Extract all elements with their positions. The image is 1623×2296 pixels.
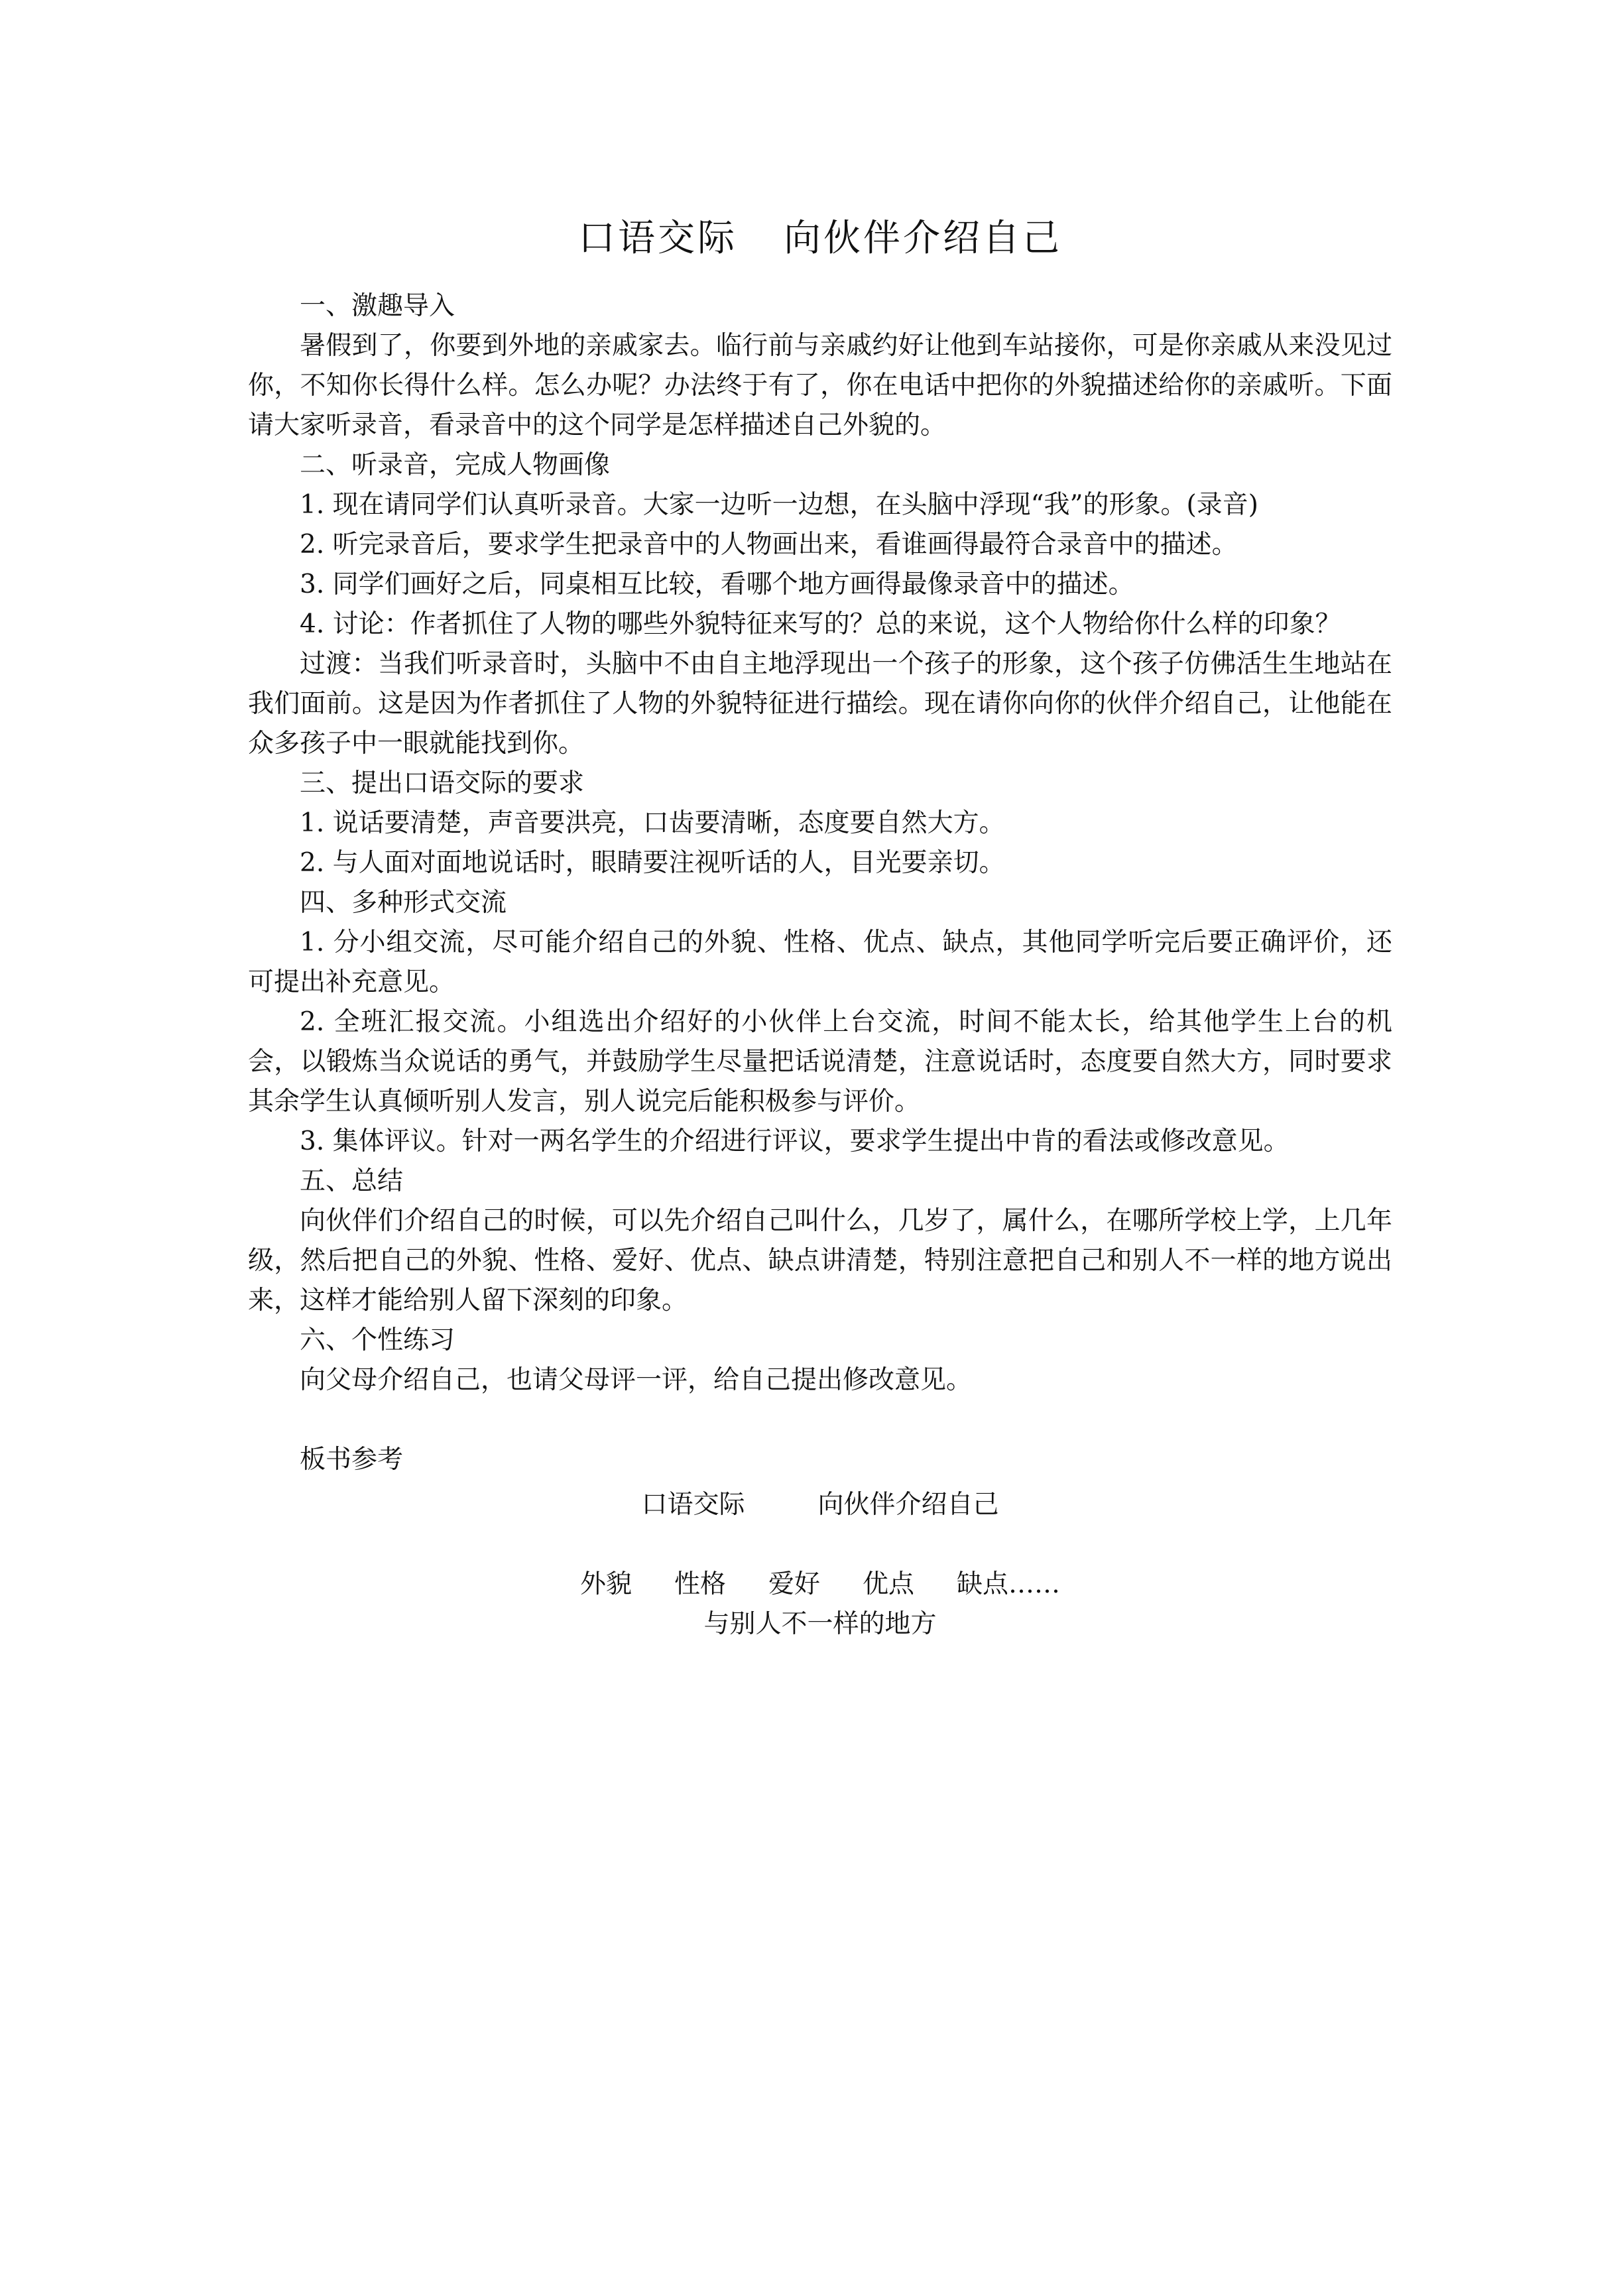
board-item: 爱好: [768, 1569, 820, 1599]
section-2-paragraph-1: 1. 现在请同学们认真听录音。大家一边听一边想，在头脑中浮现“我”的形象。(录音): [300, 490, 1258, 520]
section-3-paragraph-2: 2. 与人面对面地说话时，眼睛要注视听话的人，目光要亲切。: [300, 848, 1005, 878]
section-2-paragraph-5: 过渡：当我们听录音时，头脑中不由自主地浮现出一个孩子的形象，这个孩子仿佛活生生地站在我们面前。这是因为作者抓住了人物的外貌特征进行描绘。现在请你向你的伙伴介绍自己，让他能在众多孩子中一眼就能找到你。: [248, 649, 1392, 758]
section-2-paragraph-4: 4. 讨论：作者抓住了人物的哪些外貌特征来写的？总的来说，这个人物给你什么样的印象？: [300, 609, 1341, 639]
document-body: [248, 286, 1392, 1644]
board-item: 外貌: [579, 1569, 632, 1599]
board-title-right: 向伙伴介绍自己: [817, 1490, 999, 1520]
page-title: [248, 212, 1392, 265]
section-1-paragraph-1: 暑假到了，你要到外地的亲戚家去。临行前与亲戚约好让他到车站接你，可是你亲戚从来没见过你，不知你长得什么样。怎么办呢？办法终于有了，你在电话中把你的外貌描述给你的亲戚听。下面请大家听录音，看录音中的这个同学是怎样描述自己外貌的。: [248, 331, 1392, 440]
section-6-paragraph-1: 向父母介绍自己，也请父母评一评，给自己提出修改意见。: [300, 1365, 973, 1395]
section-heading-6: 六、个性练习: [300, 1325, 455, 1355]
board-title-left: 口语交际: [641, 1490, 745, 1520]
section-5-paragraph-1: 向伙伴们介绍自己的时候，可以先介绍自己叫什么，几岁了，属什么，在哪所学校上学，上几年级，然后把自己的外貌、性格、爱好、优点、缺点讲清楚，特别注意把自己和别人不一样的地方说出来，这样才能给别人留下深刻的印象。: [248, 1206, 1392, 1315]
board-item: 优点: [863, 1569, 915, 1599]
section-4-paragraph-1: 1. 分小组交流，尽可能介绍自己的外貌、性格、优点、缺点，其他同学听完后要正确评价，还可提出补充意见。: [248, 928, 1392, 997]
board-note: 与别人不一样的地方: [703, 1609, 937, 1639]
section-heading-5: 五、总结: [300, 1166, 404, 1196]
section-heading-1: 一、激趣导入: [300, 291, 455, 321]
section-3-paragraph-1: 1. 说话要清楚，声音要洪亮，口齿要清晰，态度要自然大方。: [300, 808, 1005, 838]
section-heading-2: 二、听录音，完成人物画像: [300, 450, 611, 480]
section-2-paragraph-3: 3. 同学们画好之后，同桌相互比较，看哪个地方画得最像录音中的描述。: [300, 570, 1134, 599]
title-part-right: 向伙伴介绍自己: [784, 217, 1062, 260]
title-part-left: 口语交际: [578, 217, 737, 260]
board-label: 板书参考: [300, 1445, 404, 1475]
section-2-paragraph-2: 2. 听完录音后，要求学生把录音中的人物画出来，看谁画得最符合录音中的描述。: [300, 530, 1238, 560]
board-item: 性格: [674, 1569, 726, 1599]
board-item: 缺点……: [957, 1569, 1061, 1599]
section-4-paragraph-3: 3. 集体评议。针对一两名学生的介绍进行评议，要求学生提出中肯的看法或修改意见。: [300, 1126, 1290, 1156]
board-items: [248, 1565, 1392, 1604]
section-4-paragraph-2: 2. 全班汇报交流。小组选出介绍好的小伙伴上台交流，时间不能太长，给其他学生上台的机会，以锻炼当众说话的勇气，并鼓励学生尽量把话说清楚，注意说话时，态度要自然大方，同时要求其余学生认真倾听别人发言，别人说完后能积极参与评价。: [248, 1007, 1392, 1117]
board-title: [248, 1485, 1392, 1525]
section-heading-4: 四、多种形式交流: [300, 888, 507, 918]
section-heading-3: 三、提出口语交际的要求: [300, 768, 585, 798]
